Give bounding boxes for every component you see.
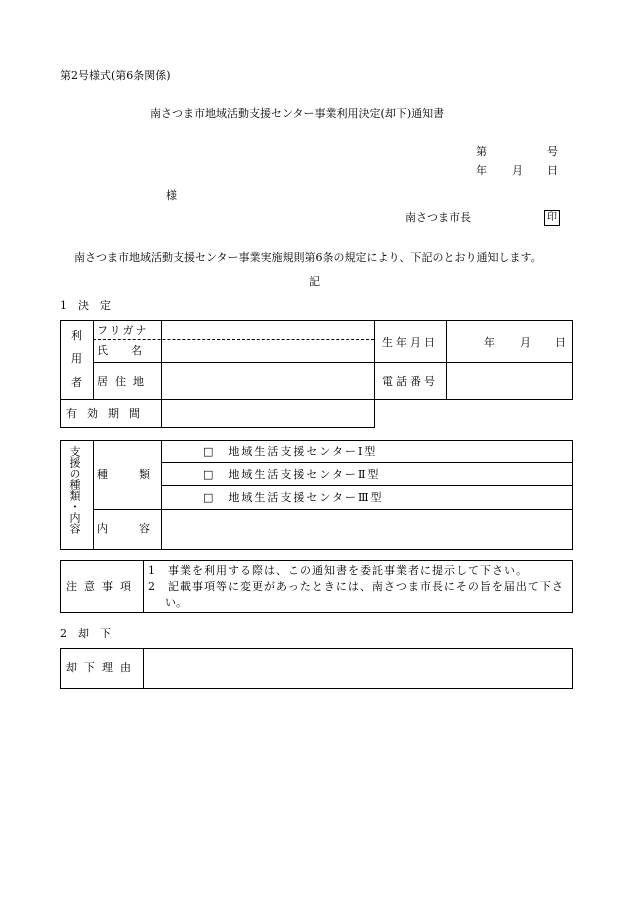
address-label: 居住地 (97, 375, 151, 388)
issuer-name: 南さつま市長 (405, 211, 471, 224)
phone-label: 電話番号 (382, 375, 438, 388)
validity-label: 有効期間 (66, 407, 150, 420)
section2-heading: 2 却 下 (60, 627, 111, 640)
type-label: 種 類 (97, 468, 160, 481)
name-label: 氏 名 (97, 344, 148, 357)
addressee-suffix: 様 (166, 189, 177, 202)
user-label-2: 用 (71, 352, 82, 365)
number-prefix: 第 (476, 145, 487, 158)
note-item-3: い。 (165, 596, 187, 609)
birth-day: 日 (555, 336, 566, 349)
option-type-2[interactable]: □ 地域生活支援センターⅡ型 (203, 468, 381, 481)
user-label-1: 利 (71, 329, 82, 342)
birth-year: 年 (484, 336, 495, 349)
content-label: 内 容 (97, 522, 160, 535)
date-month: 月 (512, 164, 523, 177)
furigana-field[interactable] (162, 321, 374, 339)
date-day: 日 (547, 164, 558, 177)
option-type-3[interactable]: □ 地域生活支援センターⅢ型 (203, 491, 384, 504)
address-field[interactable] (162, 363, 374, 399)
phone-field[interactable] (447, 363, 572, 399)
seal-mark: 印 (544, 210, 560, 226)
birth-month: 月 (520, 336, 531, 349)
content-field[interactable] (162, 510, 572, 549)
number-suffix: 号 (547, 145, 558, 158)
date-year: 年 (476, 164, 487, 177)
section1-heading: 1 決 定 (60, 299, 111, 312)
notice-body: 南さつま市地域活動支援センター事業実施規則第6条の規定により、下記のとおり通知します。 (74, 251, 542, 264)
note-item-2: 2 記載事項等に変更があったときには、南さつま市長にその旨を届出て下さ (148, 580, 564, 593)
furigana-label: フリガナ (97, 324, 149, 337)
ki-heading: 記 (309, 275, 320, 288)
document-title: 南さつま市地域活動支援センター事業利用決定(却下)通知書 (150, 107, 445, 120)
name-field[interactable] (162, 340, 374, 362)
note-item-1: 1 事業を利用する際は、この通知書を委託事業者に提示して下さい。 (148, 564, 528, 577)
validity-field[interactable] (162, 400, 374, 427)
support-side-label: 支援の種類・内容 (68, 446, 81, 534)
notes-label: 注意事項 (66, 580, 138, 593)
birthdate-label: 生年月日 (382, 336, 438, 349)
reason-field[interactable] (144, 649, 572, 688)
option-type-1[interactable]: □ 地域生活支援センターⅠ型 (203, 445, 378, 458)
form-number: 第2号様式(第6条関係) (60, 69, 171, 82)
user-label-3: 者 (71, 376, 82, 389)
reason-label: 却下理由 (66, 661, 138, 674)
